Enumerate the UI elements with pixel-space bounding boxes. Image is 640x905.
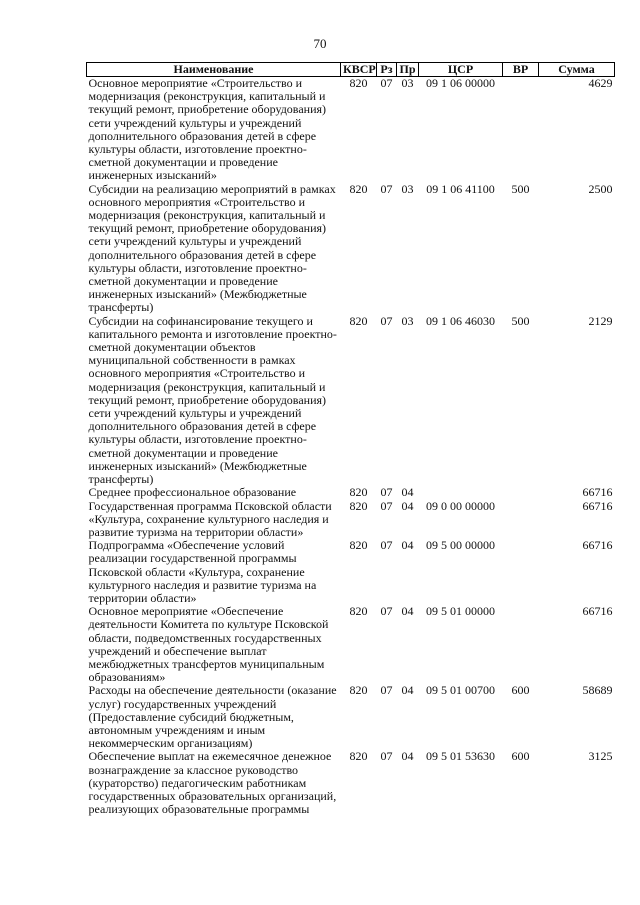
row-pr: 03 xyxy=(401,181,414,196)
row-vr xyxy=(503,77,539,183)
row-name: Среднее профессиональное образование xyxy=(88,485,297,500)
row-kvsr: 820 xyxy=(349,181,368,196)
row-kvsr: 820 xyxy=(349,485,368,500)
row-pr: 03 xyxy=(401,313,414,328)
row-name: Субсидии на софинансирование текущего и капитального ремонта и изготовление проектно-сметной документации объектов муниципальной собственности в рамках основного мероприятия «Строительство и модернизация (реконструкция, капитальный и текущий ремонт, приобретение оборудования) сети учреждений культуры и учреждений дополнительного образования детей в сфере культуры области, изготовление проектно-сметной документации и проведение инженерных изысканий» (Межбюджетные трансферты) xyxy=(88,313,337,487)
row-csr: 09 5 01 00000 xyxy=(426,604,495,619)
row-csr: 09 1 06 00000 xyxy=(426,76,495,90)
table-row xyxy=(87,486,615,499)
row-pr: 04 xyxy=(401,538,414,553)
budget-table xyxy=(86,62,615,816)
row-kvsr: 820 xyxy=(349,749,368,764)
row-name: Субсидии на реализацию мероприятий в рамках основного мероприятия «Строительство и модернизация (реконструкция, капитальный и текущий ремонт, приобретение оборудования) сети учреждений культуры и учреждений дополнительного образования детей в сфере культуры области, изготовление проектно-сметной документации и проведение инженерных изысканий» (Межбюджетные трансферты) xyxy=(88,181,336,315)
row-vr: 500 xyxy=(511,313,530,328)
row-sum: 66716 xyxy=(582,498,613,513)
page-number: 70 xyxy=(313,36,327,51)
row-name: Подпрограмма «Обеспечение условий реализации государственной программы Псковской области «Культура, сохранение культурного наследия и развитие туризма на территории области» xyxy=(88,538,317,605)
row-csr: 09 5 01 53630 xyxy=(426,749,495,764)
row-sum: 4629 xyxy=(588,76,613,90)
row-rz: 07 xyxy=(380,181,393,196)
row-vr xyxy=(503,539,539,605)
row-name: Расходы на обеспечение деятельности (оказание услуг) государственных учреждений (Предоставление субсидий бюджетным, автономным учреждениям и иным некоммерческим организациям) xyxy=(88,683,337,751)
row-sum: 58689 xyxy=(582,683,613,698)
header-rz: Рз xyxy=(377,63,397,77)
row-csr: 09 5 00 00000 xyxy=(426,538,495,553)
row-csr: 09 1 06 46030 xyxy=(426,313,495,328)
table-row xyxy=(87,500,615,540)
row-pr: 03 xyxy=(401,76,414,90)
table-row xyxy=(87,684,615,750)
row-sum: 66716 xyxy=(582,538,613,553)
row-vr xyxy=(503,500,539,540)
header-csr: ЦСР xyxy=(419,63,503,77)
row-sum: 66716 xyxy=(582,604,613,619)
row-vr: 600 xyxy=(511,749,530,764)
row-kvsr: 820 xyxy=(349,538,368,553)
row-pr: 04 xyxy=(401,604,414,619)
table-row xyxy=(87,750,615,816)
table-row xyxy=(87,77,615,183)
header-name: Наименование xyxy=(87,63,341,77)
row-vr: 600 xyxy=(511,683,530,698)
table-row xyxy=(87,315,615,487)
row-rz: 07 xyxy=(380,76,393,90)
row-rz: 07 xyxy=(380,749,393,764)
row-csr xyxy=(419,486,503,499)
header-sum: Сумма xyxy=(539,63,615,77)
row-rz: 07 xyxy=(380,498,393,513)
row-pr: 04 xyxy=(401,749,414,764)
row-csr: 09 0 00 00000 xyxy=(426,498,495,513)
row-pr: 04 xyxy=(401,485,414,500)
table-row xyxy=(87,539,615,605)
row-kvsr: 820 xyxy=(349,76,368,90)
row-kvsr: 820 xyxy=(349,498,368,513)
table-header-row xyxy=(87,63,615,77)
header-pr: Пр xyxy=(397,63,419,77)
row-kvsr: 820 xyxy=(349,604,368,619)
row-kvsr: 820 xyxy=(349,683,368,698)
row-rz: 07 xyxy=(380,313,393,328)
row-sum: 66716 xyxy=(582,485,613,500)
row-name: Государственная программа Псковской области «Культура, сохранение культурного наследия и развитие туризма на территории области» xyxy=(88,498,332,539)
header-vr: ВР xyxy=(503,63,539,77)
row-csr: 09 1 06 41100 xyxy=(426,181,495,196)
row-vr: 500 xyxy=(511,181,530,196)
row-sum: 2500 xyxy=(588,181,613,196)
row-pr: 04 xyxy=(401,683,414,698)
row-rz: 07 xyxy=(380,683,393,698)
row-rz: 07 xyxy=(380,604,393,619)
row-sum: 2129 xyxy=(588,313,613,328)
row-rz: 07 xyxy=(380,485,393,500)
row-sum: 3125 xyxy=(588,749,613,764)
row-vr xyxy=(503,486,539,499)
table-row xyxy=(87,605,615,684)
row-csr: 09 5 01 00700 xyxy=(426,683,495,698)
row-name: Основное мероприятие «Строительство и модернизация (реконструкция, капитальный и текущий ремонт, приобретение оборудования) сети учреждений культуры и учреждений дополнительного образования детей в сфере культуры области, изготовление проектно-сметной документации и проведение инженерных изысканий» xyxy=(88,76,327,183)
row-pr: 04 xyxy=(401,498,414,513)
row-name: Основное мероприятие «Обеспечение деятельности Комитета по культуре Псковской области, подведомственных государственных учреждений и обеспечение выплат межбюджетных трансфертов муниципальным образованиям» xyxy=(88,604,329,685)
row-kvsr: 820 xyxy=(349,313,368,328)
row-vr xyxy=(503,605,539,684)
row-name: Обеспечение выплат на ежемесячное денежное вознаграждение за классное руководство (кураторство) педагогическим работникам государственных образовательных организаций, реализующих образовательные программы xyxy=(88,749,337,817)
table-row xyxy=(87,183,615,315)
header-kvsr: КВСР xyxy=(341,63,377,77)
row-rz: 07 xyxy=(380,538,393,553)
